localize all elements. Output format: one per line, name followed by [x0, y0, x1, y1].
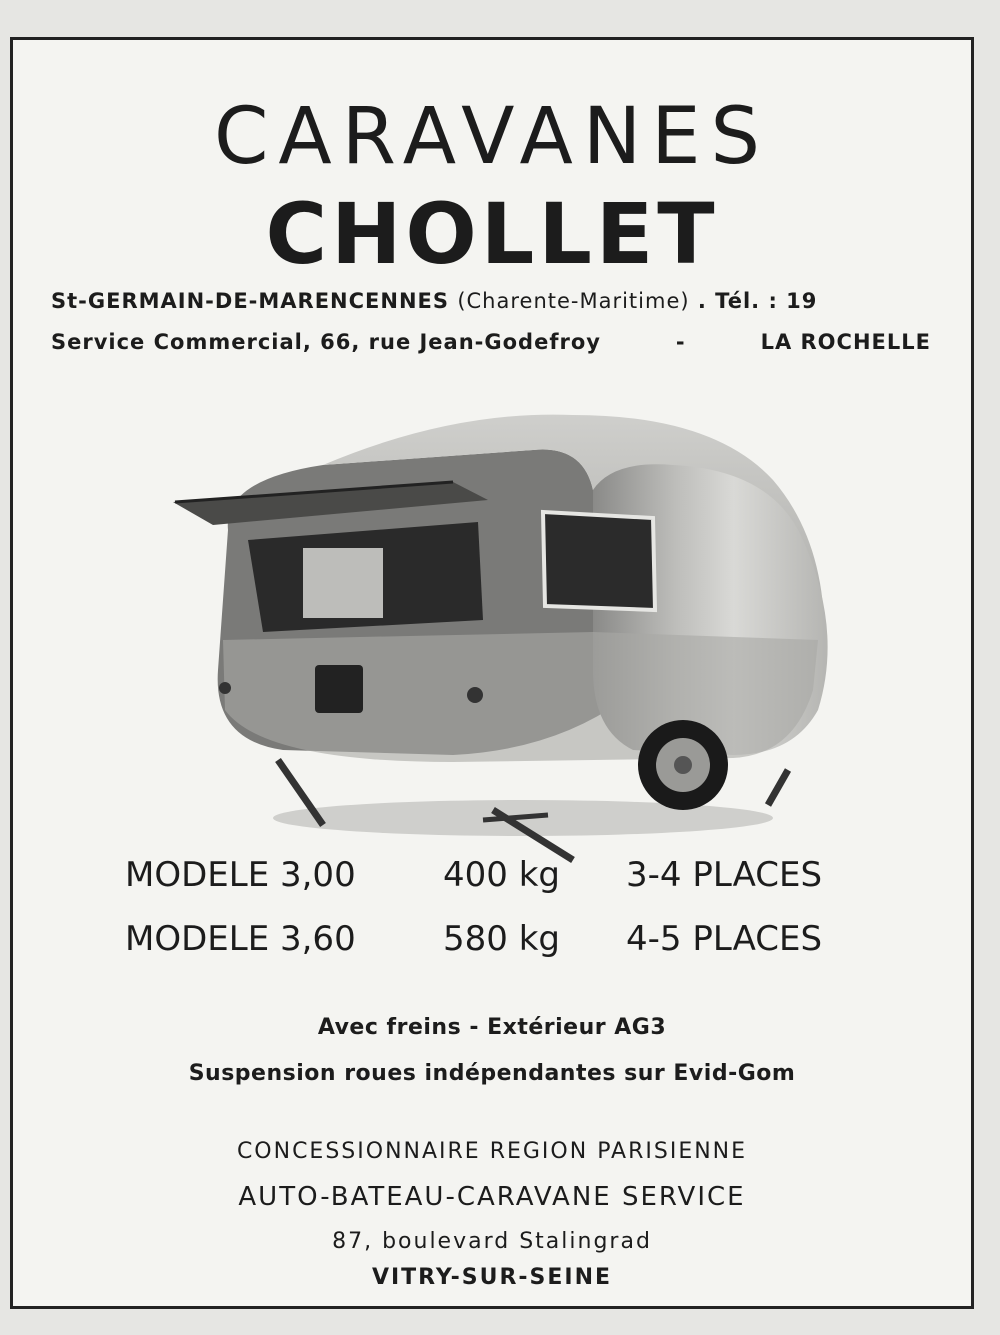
address-dash: -: [675, 330, 686, 354]
dealer-block: [13, 1130, 971, 1292]
caravan-photo: [153, 370, 853, 870]
address-city: LA ROCHELLE: [760, 330, 931, 354]
dealer-city: VITRY-SUR-SEINE: [371, 1265, 613, 1290]
dealer-heading: CONCESSIONNAIRE REGION PARISIENNE: [236, 1139, 748, 1164]
feature-line-brakes: Avec freins - Extérieur AG3: [317, 1015, 667, 1040]
address-service: Service Commercial, 66, rue Jean-Godefroy: [51, 330, 601, 354]
dealer-street: 87, boulevard Stalingrad: [332, 1229, 652, 1254]
address-line-service: [51, 330, 931, 354]
model-weight: 580 kg: [443, 919, 560, 959]
model-places: 4-5 PLACES: [626, 919, 823, 959]
feature-line-suspension: Suspension roues indépendantes sur Evid-Gom: [188, 1061, 796, 1086]
ad-frame: [10, 37, 974, 1309]
brand-title-caravanes: CARAVANES: [213, 92, 771, 182]
features-block: [13, 1005, 971, 1097]
model-places: 3-4 PLACES: [626, 855, 823, 895]
model-name: MODELE 3,00: [125, 855, 356, 895]
address-town: St-GERMAIN-DE-MARENCENNES: [51, 289, 449, 313]
models-table: [125, 843, 886, 971]
brand-title-chollet: CHOLLET: [265, 185, 719, 283]
address-phone: . Tél. : 19: [697, 289, 818, 313]
model-weight: 400 kg: [443, 855, 560, 895]
dealer-name: AUTO-BATEAU-CARAVANE SERVICE: [238, 1182, 746, 1212]
model-name: MODELE 3,60: [125, 919, 356, 959]
address-line-town: [51, 289, 931, 313]
model-row: [125, 907, 886, 971]
address-region: (Charente-Maritime): [457, 289, 690, 313]
model-row: [125, 843, 886, 907]
